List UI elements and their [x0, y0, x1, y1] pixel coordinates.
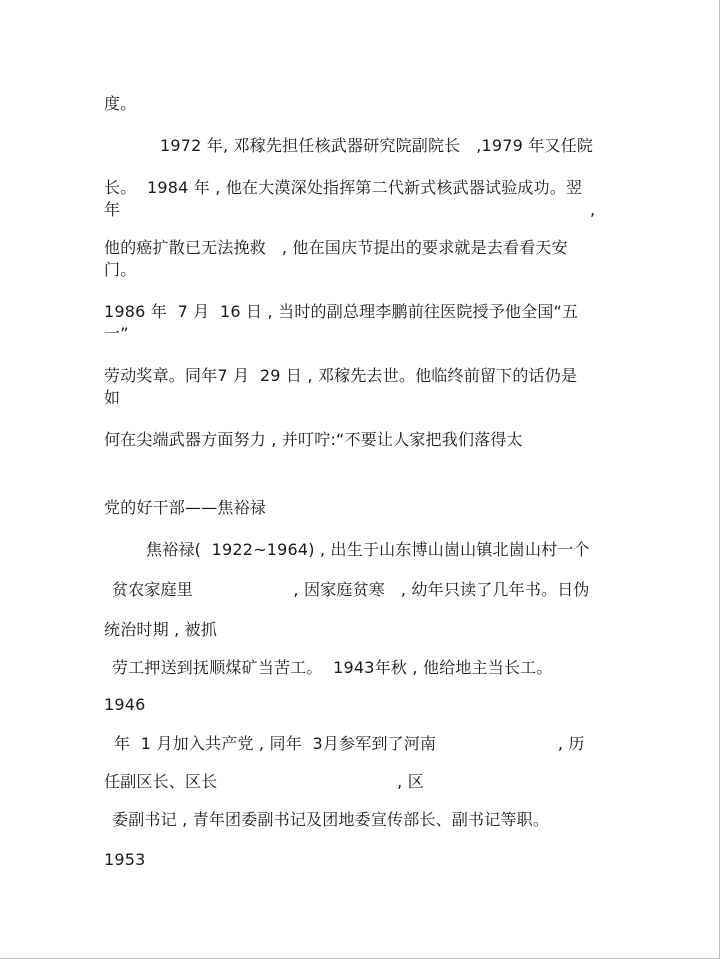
- text-line: 长。 1984 年 , 他在大漠深处指挥第二代新式核武器试验成功。翌: [104, 178, 583, 197]
- text-line: 1972 年, 邓稼先担任核武器研究院副院长 ,1979 年又任院: [160, 136, 594, 155]
- text-fragment: ,: [590, 200, 596, 219]
- text-line: 他的癌扩散已无法挽救 , 他在国庆节提出的要求就是去看看天安: [104, 238, 568, 257]
- text-line: 焦裕禄( 1922~1964) , 出生于山东博山崮山镇北崮山村一个: [146, 540, 590, 559]
- text-line: 委副书记 , 青年团委副书记及团地委宣传部长、副书记等职。: [112, 810, 550, 829]
- text-line: 度。: [104, 94, 137, 113]
- text-line: 劳动奖章。同年7 月 29 日 , 邓稼先去世。他临终前留下的话仍是: [104, 366, 578, 385]
- text-line: 1953: [104, 850, 146, 869]
- text-line: 年 1 月加入共产党 , 同年 3月参军到了河南 , 历: [114, 734, 585, 753]
- text-line: 统治时期 , 被抓: [104, 620, 218, 639]
- text-line: 一”: [104, 324, 129, 343]
- text-line: 年: [104, 200, 121, 219]
- text-line: 贫农家庭里 , 因家庭贫寒 , 幼年只读了几年书。日伪: [112, 580, 590, 599]
- text-line: 劳工押送到抚顺煤矿当苦工。 1943年秋 , 他给地主当长工。: [112, 658, 553, 677]
- text-line: 1946: [104, 695, 146, 714]
- text-line: 任副区长、区长 , 区: [104, 772, 424, 791]
- section-heading: 党的好干部——焦裕禄: [104, 498, 267, 517]
- text-line: 何在尖端武器方面努力 , 并叮咛:“不要让人家把我们落得太: [104, 430, 523, 449]
- text-line: 如: [104, 388, 121, 407]
- text-line: 门。: [104, 260, 137, 279]
- text-line: 1986 年 7 月 16 日 , 当时的副总理李鹏前往医院授予他全国“五: [104, 302, 579, 321]
